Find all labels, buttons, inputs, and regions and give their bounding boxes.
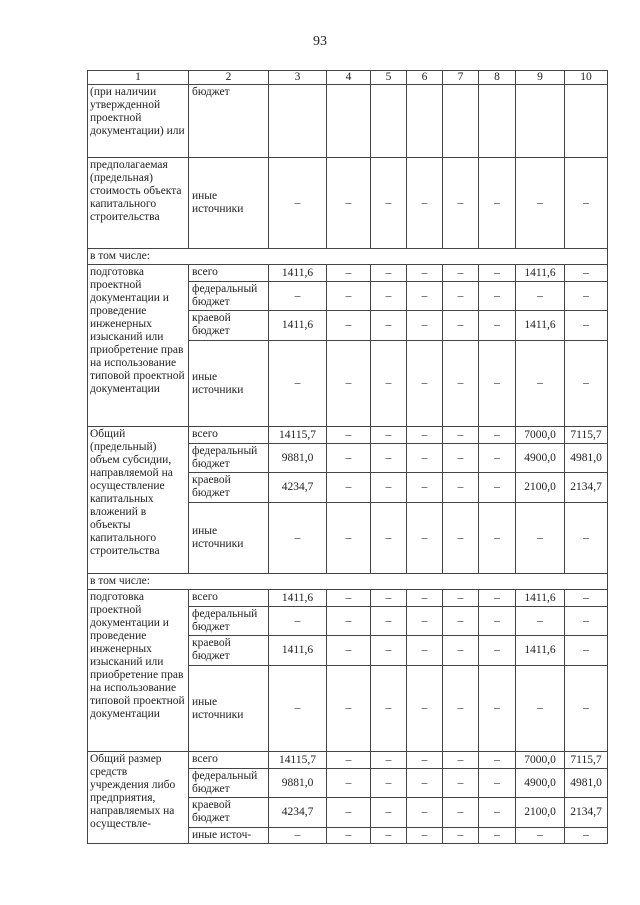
- description-cell: (при наличии утвержденной проектной документации) или: [88, 85, 189, 158]
- value-cell: –: [269, 503, 327, 574]
- value-cell: 4981,0: [565, 444, 608, 473]
- header-cell: 3: [269, 71, 327, 85]
- value-cell: –: [327, 798, 371, 828]
- description-cell: Общий размер средств учреждения либо предприятия, направляемых на осуществле-: [88, 752, 189, 844]
- value-cell: –: [443, 590, 479, 607]
- value-cell: –: [565, 607, 608, 636]
- value-cell: –: [407, 311, 443, 341]
- value-cell: –: [516, 607, 565, 636]
- value-cell: –: [371, 503, 407, 574]
- subheading: в том числе:: [88, 249, 608, 265]
- header-cell: 9: [516, 71, 565, 85]
- table-row: [88, 158, 608, 249]
- value-cell: 1411,6: [269, 636, 327, 666]
- value-cell: –: [443, 769, 479, 798]
- value-cell: –: [565, 311, 608, 341]
- value-cell: –: [443, 636, 479, 666]
- category-cell: всего: [189, 265, 269, 282]
- value-cell: –: [371, 341, 407, 427]
- value-cell: 4981,0: [565, 769, 608, 798]
- header-cell: 7: [443, 71, 479, 85]
- value-cell: –: [516, 158, 565, 249]
- value-cell: –: [371, 607, 407, 636]
- value-cell: –: [407, 666, 443, 752]
- value-cell: –: [371, 444, 407, 473]
- subheading-row: [88, 574, 608, 590]
- value-cell: –: [516, 282, 565, 311]
- value-cell: –: [371, 282, 407, 311]
- category-cell: федеральный бюджет: [189, 282, 269, 311]
- table-row: [88, 590, 608, 607]
- value-cell: –: [327, 503, 371, 574]
- value-cell: –: [371, 265, 407, 282]
- value-cell: –: [371, 666, 407, 752]
- value-cell: –: [443, 752, 479, 769]
- value-cell: –: [479, 158, 516, 249]
- table-row: [88, 427, 608, 444]
- value-cell: 1411,6: [269, 590, 327, 607]
- subheading: в том числе:: [88, 574, 608, 590]
- value-cell: –: [443, 607, 479, 636]
- value-cell: –: [516, 341, 565, 427]
- value-cell: –: [407, 636, 443, 666]
- category-cell: федеральный бюджет: [189, 769, 269, 798]
- budget-table: [87, 70, 608, 844]
- category-cell: федеральный бюджет: [189, 607, 269, 636]
- header-cell: 5: [371, 71, 407, 85]
- value-cell: –: [327, 666, 371, 752]
- value-cell: –: [565, 636, 608, 666]
- value-cell: 7000,0: [516, 427, 565, 444]
- value-cell: –: [269, 282, 327, 311]
- value-cell: 9881,0: [269, 769, 327, 798]
- value-cell: –: [327, 265, 371, 282]
- value-cell: 1411,6: [516, 265, 565, 282]
- header-cell: 8: [479, 71, 516, 85]
- value-cell: –: [516, 828, 565, 844]
- value-cell: –: [327, 828, 371, 844]
- value-cell: 1411,6: [516, 590, 565, 607]
- value-cell: –: [565, 666, 608, 752]
- value-cell: –: [371, 798, 407, 828]
- table-row: [88, 265, 608, 282]
- category-cell: бюджет: [189, 85, 269, 158]
- subheading-row: [88, 249, 608, 265]
- category-cell: иные источники: [189, 158, 269, 249]
- value-cell: 4234,7: [269, 798, 327, 828]
- value-cell: –: [269, 158, 327, 249]
- value-cell: 2134,7: [565, 473, 608, 503]
- value-cell: 7115,7: [565, 427, 608, 444]
- value-cell: –: [443, 828, 479, 844]
- description-cell: Общий (предельный) объем субсидии, направляемой на осуществление капитальных вложений в объекты капитального строительства: [88, 427, 189, 574]
- value-cell: –: [269, 828, 327, 844]
- value-cell: –: [327, 636, 371, 666]
- value-cell: –: [371, 769, 407, 798]
- value-cell: 7000,0: [516, 752, 565, 769]
- value-cell: –: [516, 503, 565, 574]
- value-cell: –: [327, 341, 371, 427]
- value-cell: 1411,6: [269, 311, 327, 341]
- value-cell: 1411,6: [516, 311, 565, 341]
- category-cell: краевой бюджет: [189, 473, 269, 503]
- value-cell: –: [327, 590, 371, 607]
- value-cell: 1411,6: [269, 265, 327, 282]
- value-cell: –: [371, 636, 407, 666]
- table-row: [88, 752, 608, 769]
- value-cell: –: [479, 503, 516, 574]
- value-cell: –: [407, 752, 443, 769]
- value-cell: –: [371, 828, 407, 844]
- value-cell: –: [371, 752, 407, 769]
- value-cell: –: [371, 427, 407, 444]
- value-cell: 14115,7: [269, 427, 327, 444]
- value-cell: –: [443, 444, 479, 473]
- value-cell: –: [516, 666, 565, 752]
- value-cell: –: [327, 769, 371, 798]
- value-cell: –: [407, 503, 443, 574]
- value-cell: –: [479, 427, 516, 444]
- value-cell: –: [407, 265, 443, 282]
- value-cell: –: [443, 473, 479, 503]
- value-cell: 14115,7: [269, 752, 327, 769]
- value-cell: –: [479, 341, 516, 427]
- value-cell: –: [269, 607, 327, 636]
- value-cell: –: [407, 158, 443, 249]
- header-cell: 4: [327, 71, 371, 85]
- value-cell: –: [443, 503, 479, 574]
- value-cell: –: [479, 666, 516, 752]
- category-cell: федеральный бюджет: [189, 444, 269, 473]
- value-cell: –: [443, 798, 479, 828]
- value-cell: –: [327, 158, 371, 249]
- value-cell: 2134,7: [565, 798, 608, 828]
- value-cell: –: [407, 769, 443, 798]
- value-cell: 4900,0: [516, 769, 565, 798]
- value-cell: –: [479, 636, 516, 666]
- value-cell: –: [327, 473, 371, 503]
- value-cell: 4900,0: [516, 444, 565, 473]
- value-cell: –: [371, 311, 407, 341]
- value-cell: –: [479, 590, 516, 607]
- value-cell: –: [479, 282, 516, 311]
- value-cell: –: [479, 828, 516, 844]
- value-cell: –: [407, 473, 443, 503]
- value-cell: –: [269, 666, 327, 752]
- description-cell: предполагаемая (предельная) стоимость объекта капитального строительства: [88, 158, 189, 249]
- value-cell: –: [479, 473, 516, 503]
- value-cell: –: [443, 666, 479, 752]
- value-cell: –: [565, 503, 608, 574]
- description-cell: подготовка проектной документации и проведение инженерных изысканий или приобретение прав на использование типовой проектной документации: [88, 265, 189, 427]
- value-cell: –: [565, 341, 608, 427]
- value-cell: –: [407, 828, 443, 844]
- category-cell: всего: [189, 590, 269, 607]
- category-cell: иные источники: [189, 503, 269, 574]
- category-cell: краевой бюджет: [189, 798, 269, 828]
- value-cell: –: [443, 341, 479, 427]
- value-cell: 2100,0: [516, 473, 565, 503]
- table-row: [88, 85, 608, 158]
- value-cell: –: [565, 828, 608, 844]
- value-cell: –: [479, 311, 516, 341]
- category-cell: краевой бюджет: [189, 636, 269, 666]
- page-number: 93: [313, 34, 327, 49]
- value-cell: –: [327, 607, 371, 636]
- value-cell: –: [407, 341, 443, 427]
- value-cell: –: [443, 427, 479, 444]
- value-cell: –: [443, 311, 479, 341]
- category-cell: всего: [189, 427, 269, 444]
- description-cell: подготовка проектной документации и проведение инженерных изысканий или приобретение прав на использование типовой проектной документации: [88, 590, 189, 752]
- value-cell: –: [371, 158, 407, 249]
- value-cell: –: [327, 311, 371, 341]
- value-cell: –: [479, 798, 516, 828]
- value-cell: –: [407, 798, 443, 828]
- header-cell: 1: [88, 71, 189, 85]
- value-cell: –: [565, 265, 608, 282]
- header-row: [88, 71, 608, 85]
- value-cell: –: [565, 590, 608, 607]
- value-cell: –: [371, 590, 407, 607]
- value-cell: –: [565, 158, 608, 249]
- value-cell: –: [269, 341, 327, 427]
- value-cell: –: [407, 282, 443, 311]
- value-cell: 2100,0: [516, 798, 565, 828]
- value-cell: –: [479, 752, 516, 769]
- value-cell: –: [479, 769, 516, 798]
- value-cell: –: [407, 444, 443, 473]
- value-cell: 7115,7: [565, 752, 608, 769]
- value-cell: –: [327, 444, 371, 473]
- value-cell: 9881,0: [269, 444, 327, 473]
- value-cell: –: [479, 265, 516, 282]
- value-cell: –: [407, 607, 443, 636]
- value-cell: –: [371, 473, 407, 503]
- value-cell: –: [407, 427, 443, 444]
- header-cell: 10: [565, 71, 608, 85]
- category-cell: иные источники: [189, 666, 269, 752]
- category-cell: иные источ-: [189, 828, 269, 844]
- value-cell: –: [443, 265, 479, 282]
- category-cell: иные источники: [189, 341, 269, 427]
- value-cell: 1411,6: [516, 636, 565, 666]
- value-cell: –: [327, 427, 371, 444]
- category-cell: всего: [189, 752, 269, 769]
- value-cell: –: [407, 590, 443, 607]
- value-cell: –: [479, 607, 516, 636]
- header-cell: 6: [407, 71, 443, 85]
- value-cell: –: [565, 282, 608, 311]
- value-cell: –: [443, 158, 479, 249]
- value-cell: –: [443, 282, 479, 311]
- value-cell: 4234,7: [269, 473, 327, 503]
- value-cell: –: [327, 752, 371, 769]
- value-cell: –: [479, 444, 516, 473]
- category-cell: краевой бюджет: [189, 311, 269, 341]
- header-cell: 2: [189, 71, 269, 85]
- value-cell: –: [327, 282, 371, 311]
